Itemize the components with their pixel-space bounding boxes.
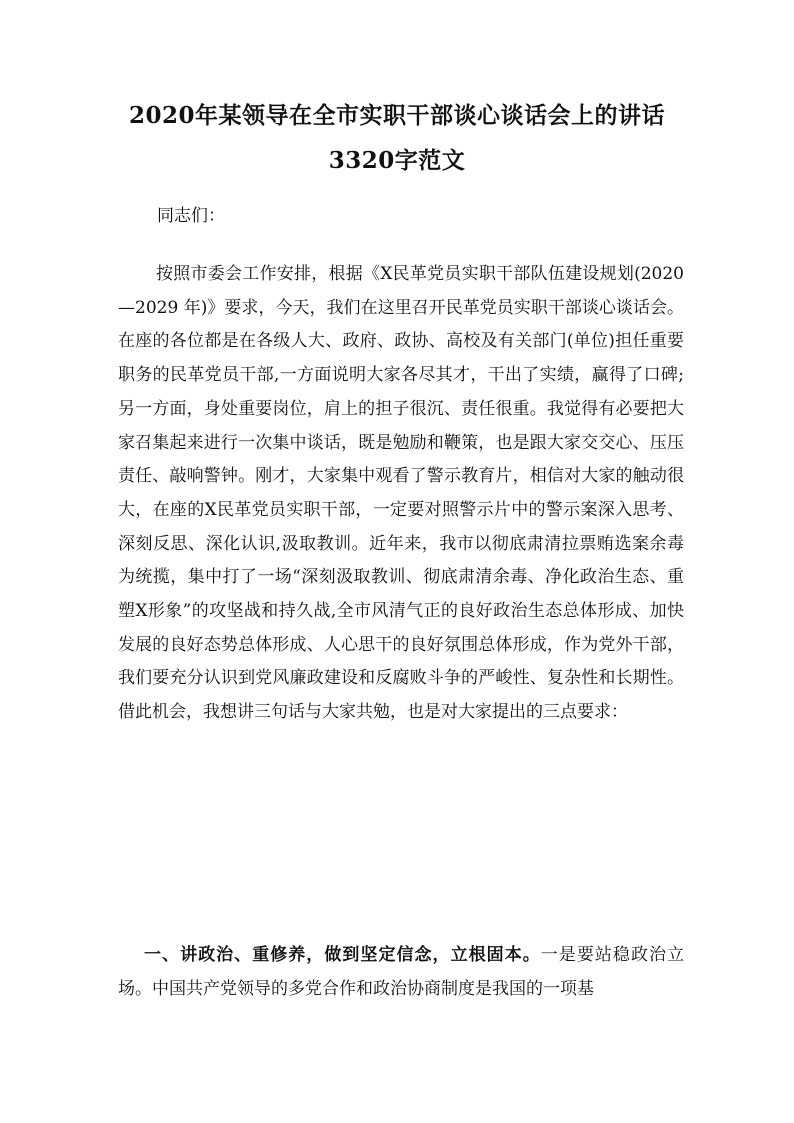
greeting: 同志们： (157, 206, 225, 226)
section-heading-1: 一、讲政治、重修养，做到坚定信念，立根固本。 (144, 945, 541, 965)
body-paragraph-2 (118, 939, 684, 1006)
section-1-text: 一是要站稳政治立场。中国共产党领导的多党合作和政治协商制度是我国的一项基 (118, 945, 685, 999)
document-title-line-2: 3320字范文 (328, 147, 466, 174)
document-title-line-1: 2020年某领导在全市实职干部谈心谈话会上的讲话 (128, 102, 665, 129)
body-paragraph-1: 按照市委会工作安排，根据《X民革党员实职干部队伍建设规划(2020—2029 年)》要求，今天，我们在这里召开民革党员实职干部谈心谈话会。在座的各位都是在各级人大、政府、政协、高校及有关部门(单位)担任重要职务的民革党员干部,一方面说明大家各尽其才，干出了实绩，赢得了口碑;另一方面，身处重要岗位，肩上的担子很沉、责任很重。我觉得有必要把大家召集起来进行一次集中谈话，既是勉励和鞭策，也是跟大家交交心、压压责任、敲响警钟。刚才，大家集中观看了警示教育片，相信对大家的触动很大，在座的X民革党员实职干部，一定要对照警示片中的警示案深入思考、深刻反思、深化认识,汲取教训。近年来，我市以彻底肃清拉票贿选案余毒为统揽，集中打了一场“深刻汲取教训、彻底肃清余毒、净化政治生态、重塑X形象”的攻坚战和持久战,全市风清气正的良好政治生态总体形成、加快发展的良好态势总体形成、人心思干的良好氛围总体形成，作为党外干部，我们要充分认识到党风廉政建设和反腐败斗争的严峻性、复杂性和长期性。借此机会，我想讲三句话与大家共勉，也是对大家提出的三点要求： (118, 264, 684, 723)
